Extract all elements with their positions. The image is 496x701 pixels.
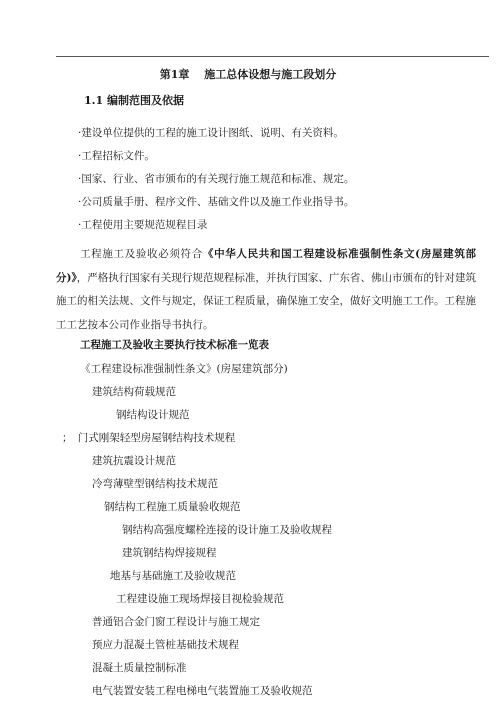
standard-item: 建筑抗震设计规范 (92, 455, 176, 467)
table-heading: 工程施工及验收主要执行技术标准一览表 (80, 339, 269, 351)
bullet-item: ·国家、行业、省市颁布的有关现行施工规范和标准、规定。 (78, 173, 355, 185)
paragraph-emphasis: 《中华人民共和国工程建设标准强制性条文(房屋建筑部分)》 (56, 248, 477, 284)
standard-item: 钢结构工程施工质量验收规范 (104, 501, 241, 513)
standard-item: 预应力混凝土管桩基础技术规程 (92, 639, 239, 651)
bullet-item: ·工程使用主要规范规程目录 (78, 219, 208, 231)
standard-item: 混凝土质量控制标准 (92, 662, 187, 674)
header-rule (56, 56, 489, 57)
standard-item: 《工程建设标准强制性条文》(房屋建筑部分) (80, 363, 288, 375)
paragraph-part: ，严格执行国家有关现行规范规程标准，并执行国家、广东省、佛山市颁布的针对建筑施工的相关法规、文件与规定，保证工程质量，确保施工安全，做好文明施工工作。工程施工工艺按本公司作业指导书执行。 (56, 271, 477, 331)
standard-item: 钢结构设计规范 (116, 409, 190, 421)
section-title: 1.1 编制范围及依据 (84, 94, 184, 107)
standard-item: 工程建设施工现场焊接目视检验规范 (116, 593, 284, 605)
standard-item: 钢结构高强度螺栓连接的设计施工及验收规程 (122, 524, 332, 536)
standard-item: 地基与基础施工及验收规范 (110, 570, 236, 582)
bullet-item: ·公司质量手册、程序文件、基础文件以及施工作业指导书。 (78, 196, 355, 208)
bullet-item: ·建设单位提供的工程的施工设计图纸、说明、有关资料。 (78, 127, 344, 139)
standard-item: 建筑钢结构焊接规程 (122, 547, 217, 559)
body-paragraph (56, 243, 476, 337)
standard-item: 普通铝合金门窗工程设计与施工规定 (92, 616, 260, 628)
bullet-item: ·工程招标文件。 (78, 150, 155, 162)
standard-item: 冷弯薄壁型钢结构技术规范 (92, 478, 218, 490)
standard-item: 电气装置安装工程电梯电气装置施工及验收规范 (92, 685, 313, 697)
chapter-title: 第1章 施工总体设想与施工段划分 (159, 68, 337, 81)
standard-item: ； 门式刚架轻型房屋钢结构技术规程 (62, 432, 236, 444)
paragraph-part: 工程施工及验收必须符合 (80, 248, 203, 260)
standard-item: 建筑结构荷载规范 (92, 386, 176, 398)
